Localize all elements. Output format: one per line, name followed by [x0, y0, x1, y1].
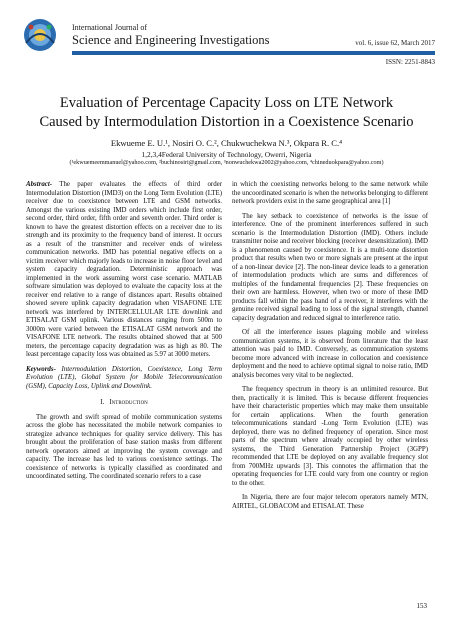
section-heading	[26, 399, 222, 408]
journal-name-line2: Science and Engineering Investigations	[72, 33, 270, 47]
authors: Ekwueme E. U.¹, Nosiri O. C.², Chukwuchekwa N.³, Okpara R. C.⁴	[110, 138, 343, 148]
paragraph-5: In Nigeria, there are four major telecom operators namely MTN, AIRTEL, GLOBACOM and ETISALAT. These	[232, 494, 428, 510]
intro-paragraph: The growth and swift spread of mobile communication systems across the globe has necessitated the mobile network companies to strategize advance techniques for quality service delivery. This has brought about the proliferation of base station masks from different network operators aimed at improving the system coverage and capacity. The increase has led to various coexistence settings. The coexistence of networks is typically classified as coordinated and uncoordinated setting. The coordinated scenario refers to a case	[26, 413, 222, 480]
title-line-1: Evaluation of Percentage Capacity Loss on LTE Network	[59, 95, 394, 111]
abstract-label: Abstract-	[26, 181, 53, 188]
paper-title	[20, 94, 433, 132]
left-column	[26, 181, 222, 488]
paragraph-4: The frequency spectrum in theory is an unlimited resource. But then, practically it is limited. This is because different frequencies have their characteristic properties which may make them unsuitable for certain applications. When the fourth generation telecommunications standard -Long Term Evolution (LTE) was deployed, there was no defined frequency of operation. Since most parts of the spectrum where already occupied by other wireless systems, the Third Generation Partnership Project (3GPP) recommended that LTE be deployed on any available frequency slot from 700MHz upwards [3]. This connotes the affirmation that the operating frequencies for LTE could vary from one country or region to the other.	[232, 386, 428, 487]
abstract-text: The paper evaluates the effects of third order Intermodulation Distortion (IMD3) on the Long Term Evolution (LTE) receiver due to coexistence between LTE and GSM networks. Amongst the various existing IMD orders which include first order, second order, third order, fifth order and seventh order. Third order is known to have the greatest distortion effects on a receiver due to its strength and its proximity to the frequency band of interest. It occurs as a result of the transmitter and receiver ends of wireless communication networks. IMD has potential negative effects on a victim receiver which majorly leads to increase in noise floor level and system capacity degradation. Deterministic approach was implemented in the work assuming worst case scenario. MATLAB software simulation was deployed to evaluate the capacity loss at the receiver end relative to a range of distances apart. Results obtained showed severe uplink capacity degradation when VISAFONE LTE network was interfered by INTERCELLULAR LTE downlink and ETISALAT GSM uplink. Various distances ranging from 500m to 3000m were varied between the ETISALAT GSM network and the VISAFONE LTE network. The results obtained showed that at 500 meters, the percentage capacity degradation was as high as 80. The least percentage capacity loss was obtained as 5.97 at 3000 meters.	[26, 181, 222, 358]
keywords	[26, 366, 222, 392]
keywords-text: Intermodulation Distortion, Coexistence, Long Term Evolution (LTE), Global System for Mobile Telecommunication (GSM), Capacity Loss, Uplink and Downlink.	[26, 365, 222, 390]
journal-header	[18, 15, 435, 67]
paragraph-2: The key setback to coexistence of networks is the issue of interference. One of the prominent interferences suffered in such scenario is the Intermodulation Distortion (IMD). Others include transmitter noise and receiver blocking (receiver desensitization). IMD is a phenomenon caused by coexistence. It is a multi-tone distortion product that results when two or more signals are present at the input of a non-linear device [2]. The non-linear device leads to a generation of intermodulation products which are sums and differences of multiples of the fundamental frequencies [2]. These frequencies on their own are harmless. However, when two or more of these IMD products fall within the pass band of a receiver, it interferes with the genuine received signal leading to loss of the signal strength, channel capacity degradation and reduced signal to interference ratio.	[232, 212, 428, 322]
header-rule	[72, 51, 435, 55]
paragraph-3: Of all the interference issues plaguing mobile and wireless communication systems, it is observed from literature that the least attention was paid to IMD. Conversely, as communication systems become more advanced with increase in collocation and coexistence deployment and the need to achieve optimal signal to noise ratio, IMD analysis becomes very vital to be neglected.	[232, 329, 428, 379]
abstract	[26, 181, 222, 360]
issn: ISSN: 2251-8843	[385, 58, 435, 66]
section-title: Introduction	[109, 399, 148, 406]
title-line-2: Caused by Intermodulation Distortion in a Coexistence Scenario	[39, 114, 414, 130]
volume-info: vol. 6, issue 62, March 2017	[355, 39, 435, 47]
keywords-label: Keywords-	[26, 365, 56, 373]
author-emails: (¹ekwuemeemmanuel@yahoo.com, ²buchinosiri@gmail.com, ³nonwuchekwa2002@yahoo.com, ⁴chineduokpara@yahoo.com)	[69, 159, 384, 166]
section-number: I.	[100, 399, 105, 406]
affiliation: 1,2,3,4Federal University of Technology, Owerri, Nigeria	[141, 150, 312, 159]
page-number: 153	[416, 602, 427, 610]
journal-logo-icon	[18, 15, 62, 55]
right-column	[232, 181, 428, 517]
paragraph-1: in which the coexisting networks belong to the same network while the uncoordinated scenario is when the networks belonging to different network providers exist in the same geographical area [1]	[232, 181, 429, 205]
journal-name-line1: International Journal of	[72, 23, 148, 32]
